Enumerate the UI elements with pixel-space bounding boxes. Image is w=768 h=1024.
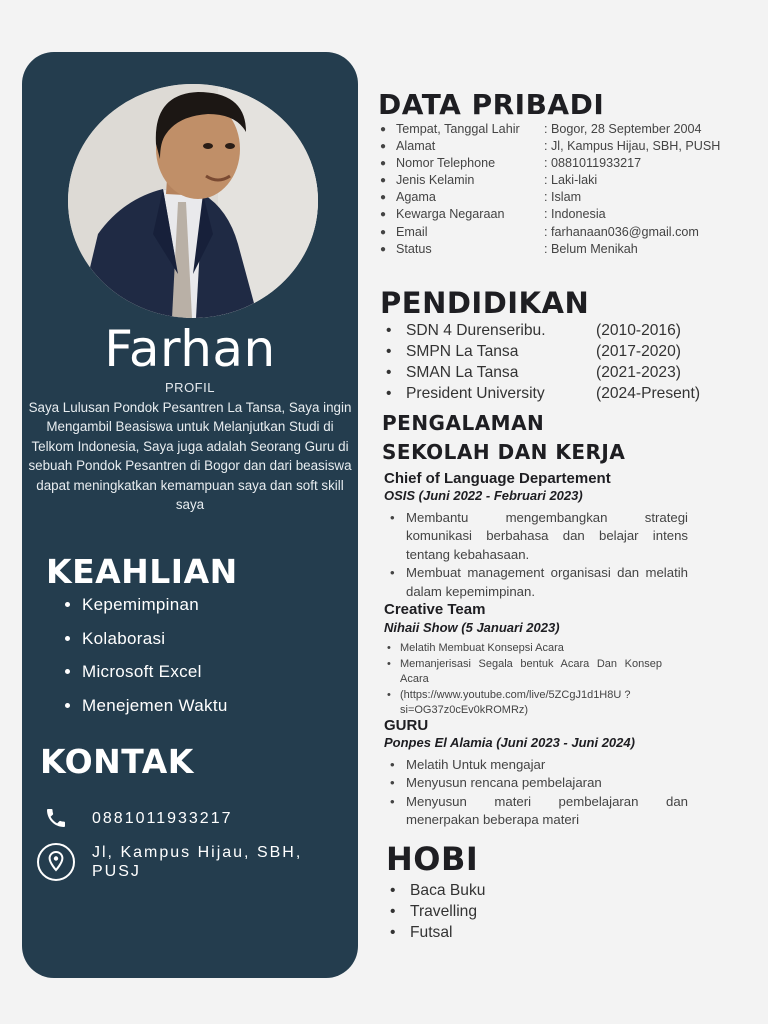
pengalaman-subheading: SEKOLAH DAN KERJA <box>382 440 626 464</box>
pendidikan-heading: PENDIDIKAN <box>380 286 590 320</box>
phone-icon <box>36 798 76 838</box>
job-duty: • Melatih Untuk mengajar <box>406 756 688 774</box>
pengalaman-heading: PENGALAMAN <box>382 411 545 435</box>
personal-row: ● Alamat : Jl, Kampus Hijau, SBH, PUSH <box>380 139 721 154</box>
education-item: • President University (2024-Present) <box>386 385 701 402</box>
job-org: Ponpes El Alamia (Juni 2023 - Juni 2024) <box>384 735 635 750</box>
contact-heading: KONTAK <box>40 742 194 781</box>
location-pin-icon <box>36 842 76 882</box>
profile-label: PROFIL <box>165 380 215 395</box>
skills-heading: KEAHLIAN <box>46 552 238 591</box>
personal-row: ● Tempat, Tanggal Lahir : Bogor, 28 September 2004 <box>380 122 702 136</box>
job-title: Chief of Language Departement <box>384 470 611 487</box>
job-duty: • Menyusun rencana pembelajaran <box>406 774 688 792</box>
job-duty: • Membuat management organisasi dan melatih dalam kepemimpinan. <box>406 564 688 601</box>
job-duty: • Memanjerisasi Segala bentuk Acara Dan Konsep Acara <box>400 657 662 688</box>
contact-phone: 0881011933217 <box>92 809 233 827</box>
personal-row: ● Jenis Kelamin : Laki-laki <box>380 173 598 188</box>
education-item: • SMAN La Tansa (2021-2023) <box>386 364 681 381</box>
contact-phone-row <box>36 798 233 838</box>
education-list <box>386 320 700 404</box>
skill-item: • Menejemen Waktu <box>82 696 228 730</box>
personal-row: ● Agama : Islam <box>380 190 582 205</box>
contact-address-row <box>36 842 312 882</box>
hobby-item: • Baca Buku <box>390 882 486 899</box>
job-duties-list <box>406 756 688 830</box>
job-org: OSIS (Juni 2022 - Februari 2023) <box>384 488 583 503</box>
job-org: Nihaii Show (5 Januari 2023) <box>384 620 560 635</box>
job-duty: • Menyusun materi pembelajaran dan menerpakan beberapa materi <box>406 793 688 830</box>
hobi-heading: HOBI <box>386 840 479 878</box>
profile-text: Saya Lulusan Pondok Pesantren La Tansa, Saya ingin Mengambil Beasiswa untuk Melanjutkan Studi di Telkom Indonesia, Saya juga adalah Seorang Guru di sebuah Pondok Pesantren di Bogor dan dari beasiswa dapat meningkatkan kemampuan saya dan soft skill saya <box>28 400 352 513</box>
person-portrait-icon <box>68 84 318 318</box>
person-name: Farhan <box>104 320 276 378</box>
job-duty: • (https://www.youtube.com/live/5ZCgJ1d1H8U ?si=OG37z0cEv0kROMRz) <box>400 688 662 719</box>
personal-row: ● Kewarga Negaraan : Indonesia <box>380 207 606 222</box>
personal-row: ● Status : Belum Menikah <box>380 241 638 256</box>
job-duties-list <box>400 641 662 719</box>
profile-photo <box>68 84 318 318</box>
skill-item: • Kolaborasi <box>82 629 228 663</box>
job-duty: • Melatih Membuat Konsepsi Acara <box>400 641 662 657</box>
skill-item: • Microsoft Excel <box>82 662 228 696</box>
skill-item: • Kepemimpinan <box>82 595 228 629</box>
education-item: • SDN 4 Durenseribu. (2010-2016) <box>386 322 681 339</box>
personal-row: ● Email : farhanaan036@gmail.com <box>380 224 699 239</box>
hobby-list <box>390 880 485 943</box>
skills-list <box>62 595 228 729</box>
contact-address: Jl, Kampus Hijau, SBH, PUSJ <box>92 844 303 880</box>
job-duties-list <box>406 509 688 601</box>
hobby-item: • Travelling <box>390 903 478 920</box>
education-item: • SMPN La Tansa (2017-2020) <box>386 343 681 360</box>
personal-data-list <box>380 121 720 258</box>
job-duty: • Membantu mengembangkan strategi komunikasi berbahasa dan belajar intens tentang kebahasaan. <box>406 509 688 564</box>
data-pribadi-heading: DATA PRIBADI <box>378 88 605 121</box>
personal-row: ● Nomor Telephone : 0881011933217 <box>380 156 642 171</box>
hobby-item: • Futsal <box>390 924 453 941</box>
job-title: Creative Team <box>384 601 486 618</box>
job-title: GURU <box>384 717 429 734</box>
sidebar-panel <box>22 52 358 978</box>
